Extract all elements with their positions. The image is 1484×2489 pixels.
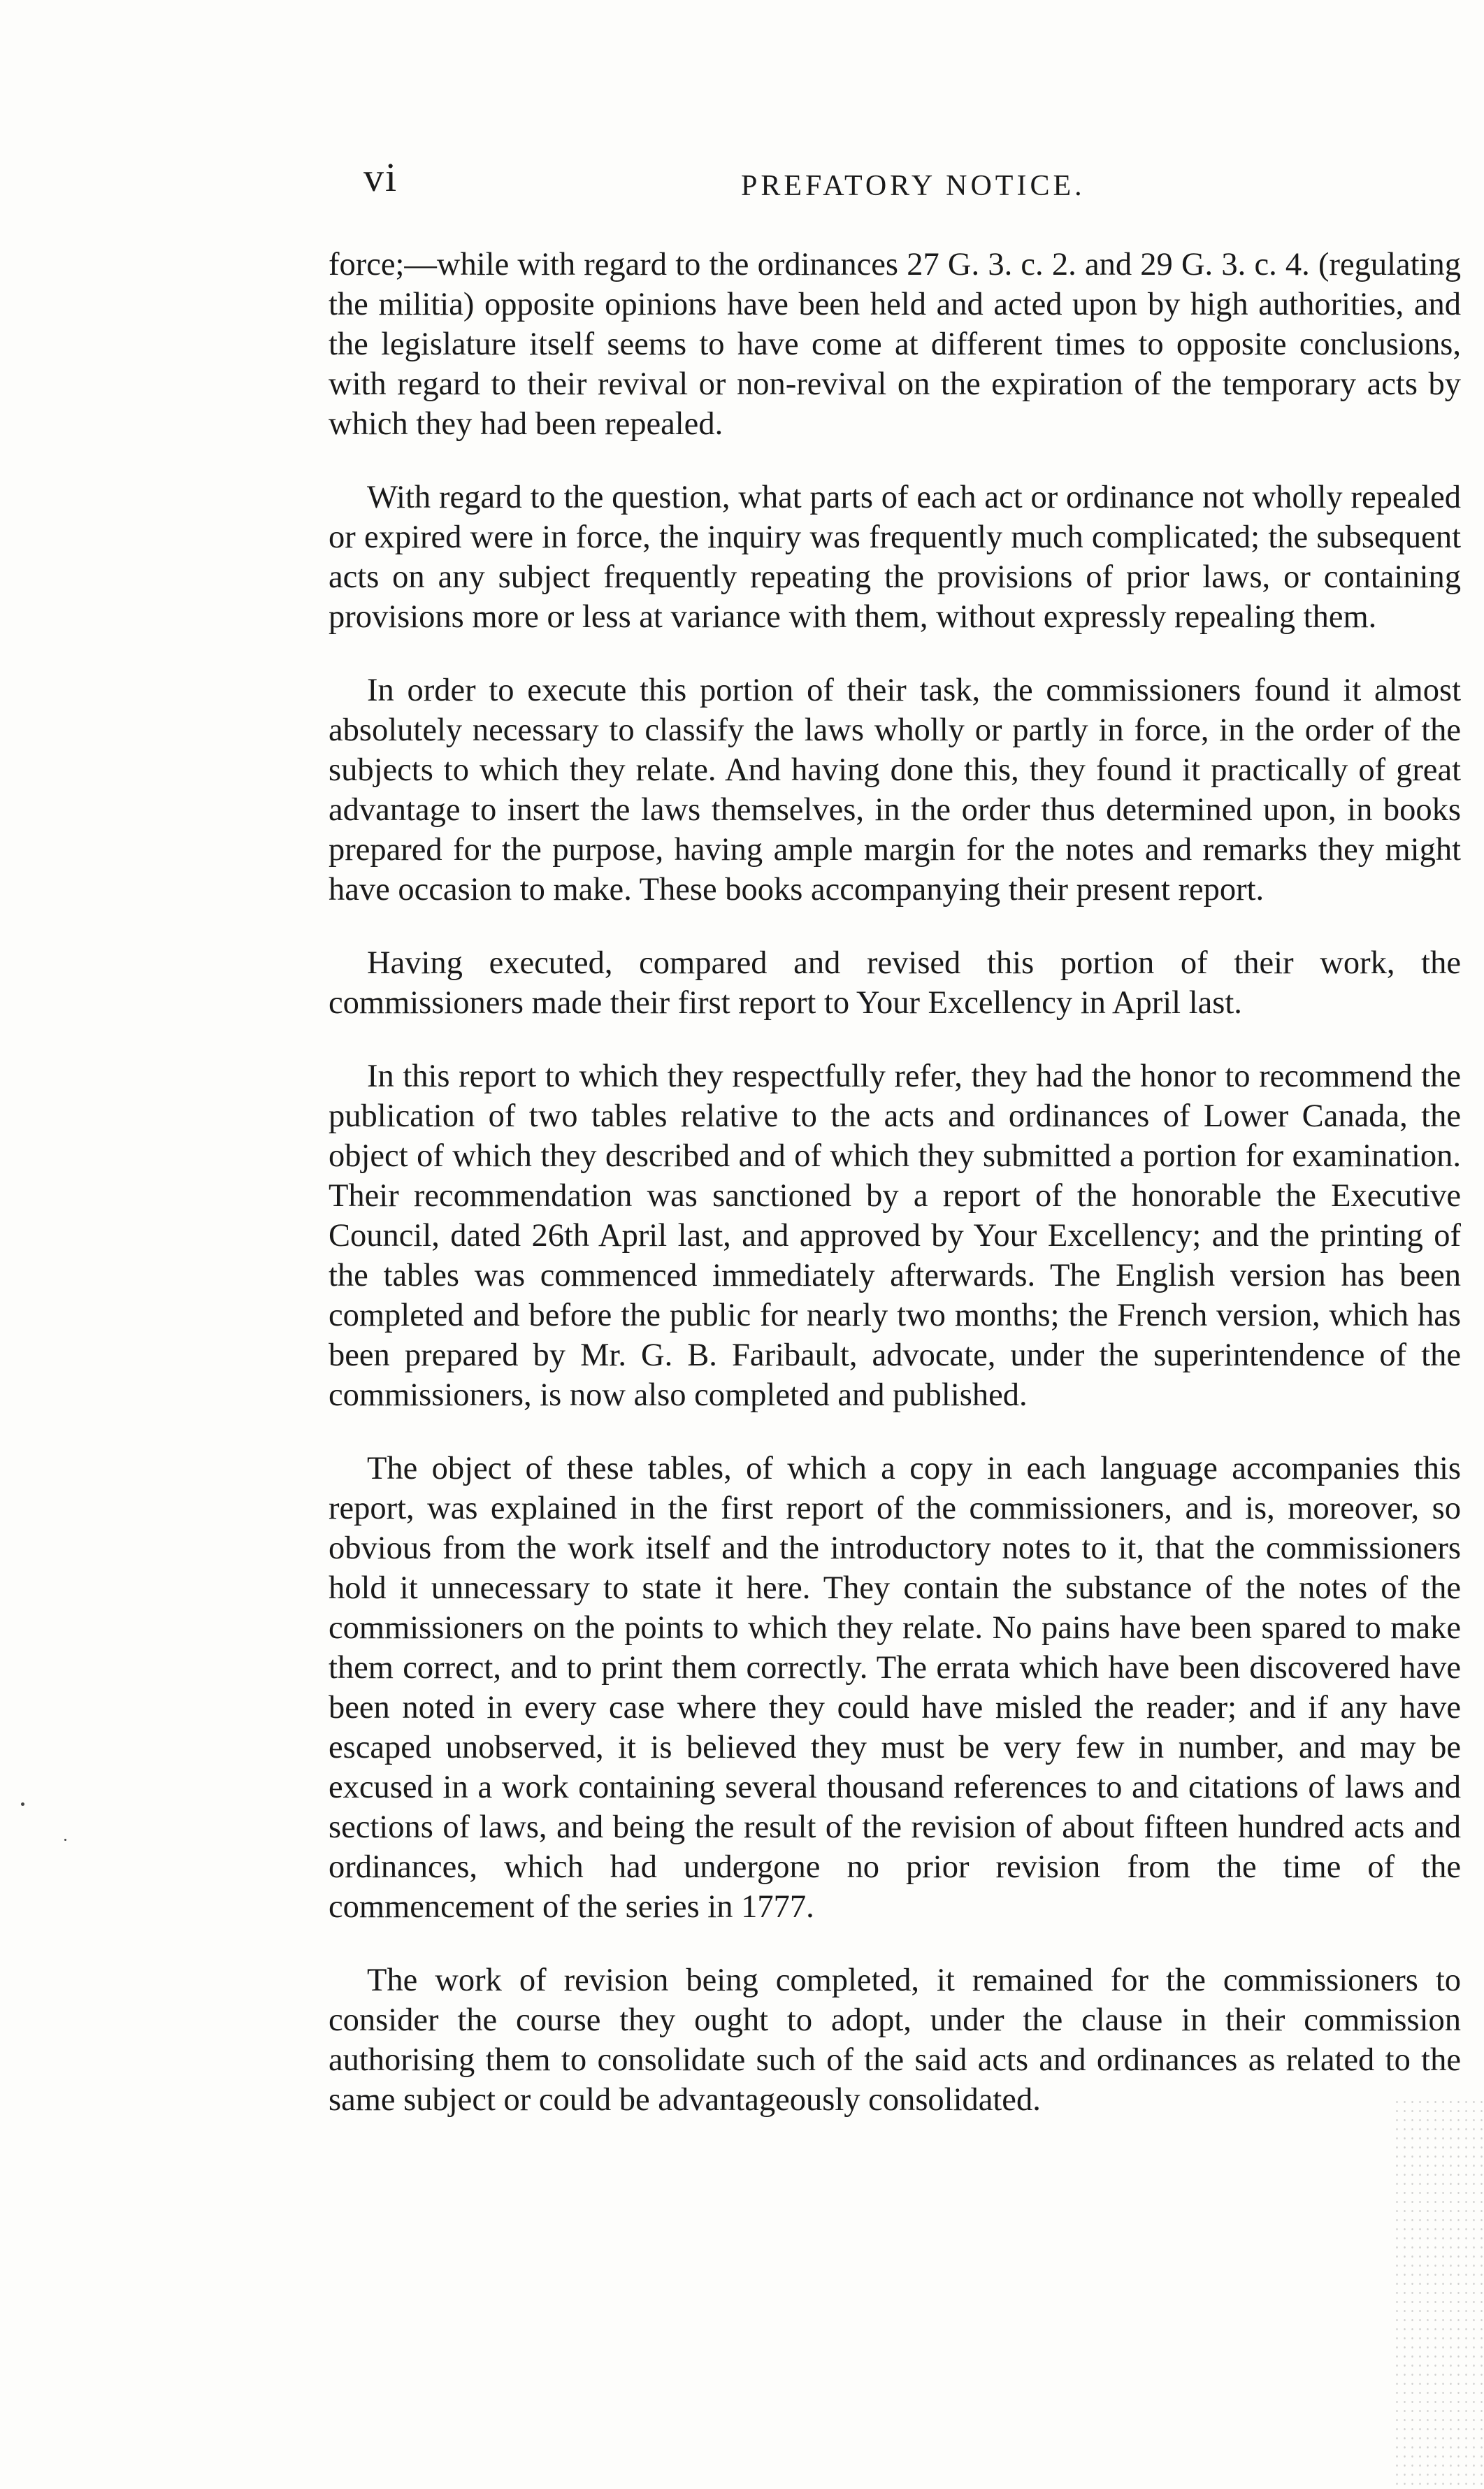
body-text [329, 245, 1461, 2120]
page-header [363, 154, 1482, 217]
paragraph: Having executed, compared and revised this portion of their work, the commissioners made their first report to Your Excellency in April last. [329, 945, 1461, 1021]
paragraph: In this report to which they respectfully refer, they had the honor to recommend the publication of two tables relative to the acts and ordinances of Lower Canada, the object of which they described and of which they submitted a portion for examination. Their recommendation was sanctioned by a report of the honorable the Executive Council, dated 26th April last, and approved by Your Excellency; and the printing of the tables was commenced immediately afterwards. The English version has been completed and before the public for nearly two months; the French version, which has been prepared by Mr. G. B. Faribault, advocate, under the superintendence of the commissioners, is now also completed and published. [329, 1059, 1461, 1413]
paragraph: The object of these tables, of which a copy in each language accompanies this report, was explained in the first report of the commissioners, and is, moreover, so obvious from the work itself and the introductory notes to it, that the commissioners hold it unnecessary to state it here. They contain the substance of the notes of the commissioners on the points to which they relate. No pains have been spared to make them correct, and to print them correctly. The errata which have been discovered have been noted in every case where they could have misled the reader; and if any have escaped unobserved, it is believed they must be very few in number, and may be excused in a work containing several thousand references to and citations of laws and sections of laws, and being the result of the revision of about fifteen hundred acts and ordinances, which had undergone no prior revision from the time of the commencement of the series in 1777. [329, 1451, 1461, 1925]
page-number: vi [363, 155, 398, 200]
paragraph: In order to execute this portion of their task, the commissioners found it almost absolutely necessary to classify the laws wholly or partly in force, in the order of the subjects to which they relate. And having done this, they found it practically of great advantage to insert the laws themselves, in the order thus determined upon, in books prepared for the purpose, having ample margin for the notes and remarks they might have occasion to make. These books accompanying their present report. [329, 673, 1461, 908]
paragraph: With regard to the question, what parts of each act or ordinance not wholly repealed or expired were in force, the inquiry was frequently much complicated; the subsequent acts on any subject frequently repeating the provisions of prior laws, or containing provisions more or less at variance with them, without expressly repealing them. [329, 480, 1461, 635]
paragraph-continuation: force;—while with regard to the ordinances 27 G. 3. c. 2. and 29 G. 3. c. 4. (regulating the militia) opposite opinions have been held and acted upon by high authorities, and the legislature itself seems to have come at different times to opposite conclusions, with regard to their revival or non-revival on the expiration of the temporary acts by which they had been repealed. [329, 247, 1461, 442]
ink-speck [21, 1802, 24, 1806]
ink-speck [64, 1839, 66, 1841]
paragraph: The work of revision being completed, it remained for the commissioners to consider the course they ought to adopt, under the clause in their commission authorising them to consolidate such of the said acts and ordinances as related to the same subject or could be advantageously consolidated. [329, 1963, 1461, 2118]
running-head: PREFATORY NOTICE. [741, 170, 1086, 202]
scan-edge-noise [1393, 2097, 1484, 2489]
